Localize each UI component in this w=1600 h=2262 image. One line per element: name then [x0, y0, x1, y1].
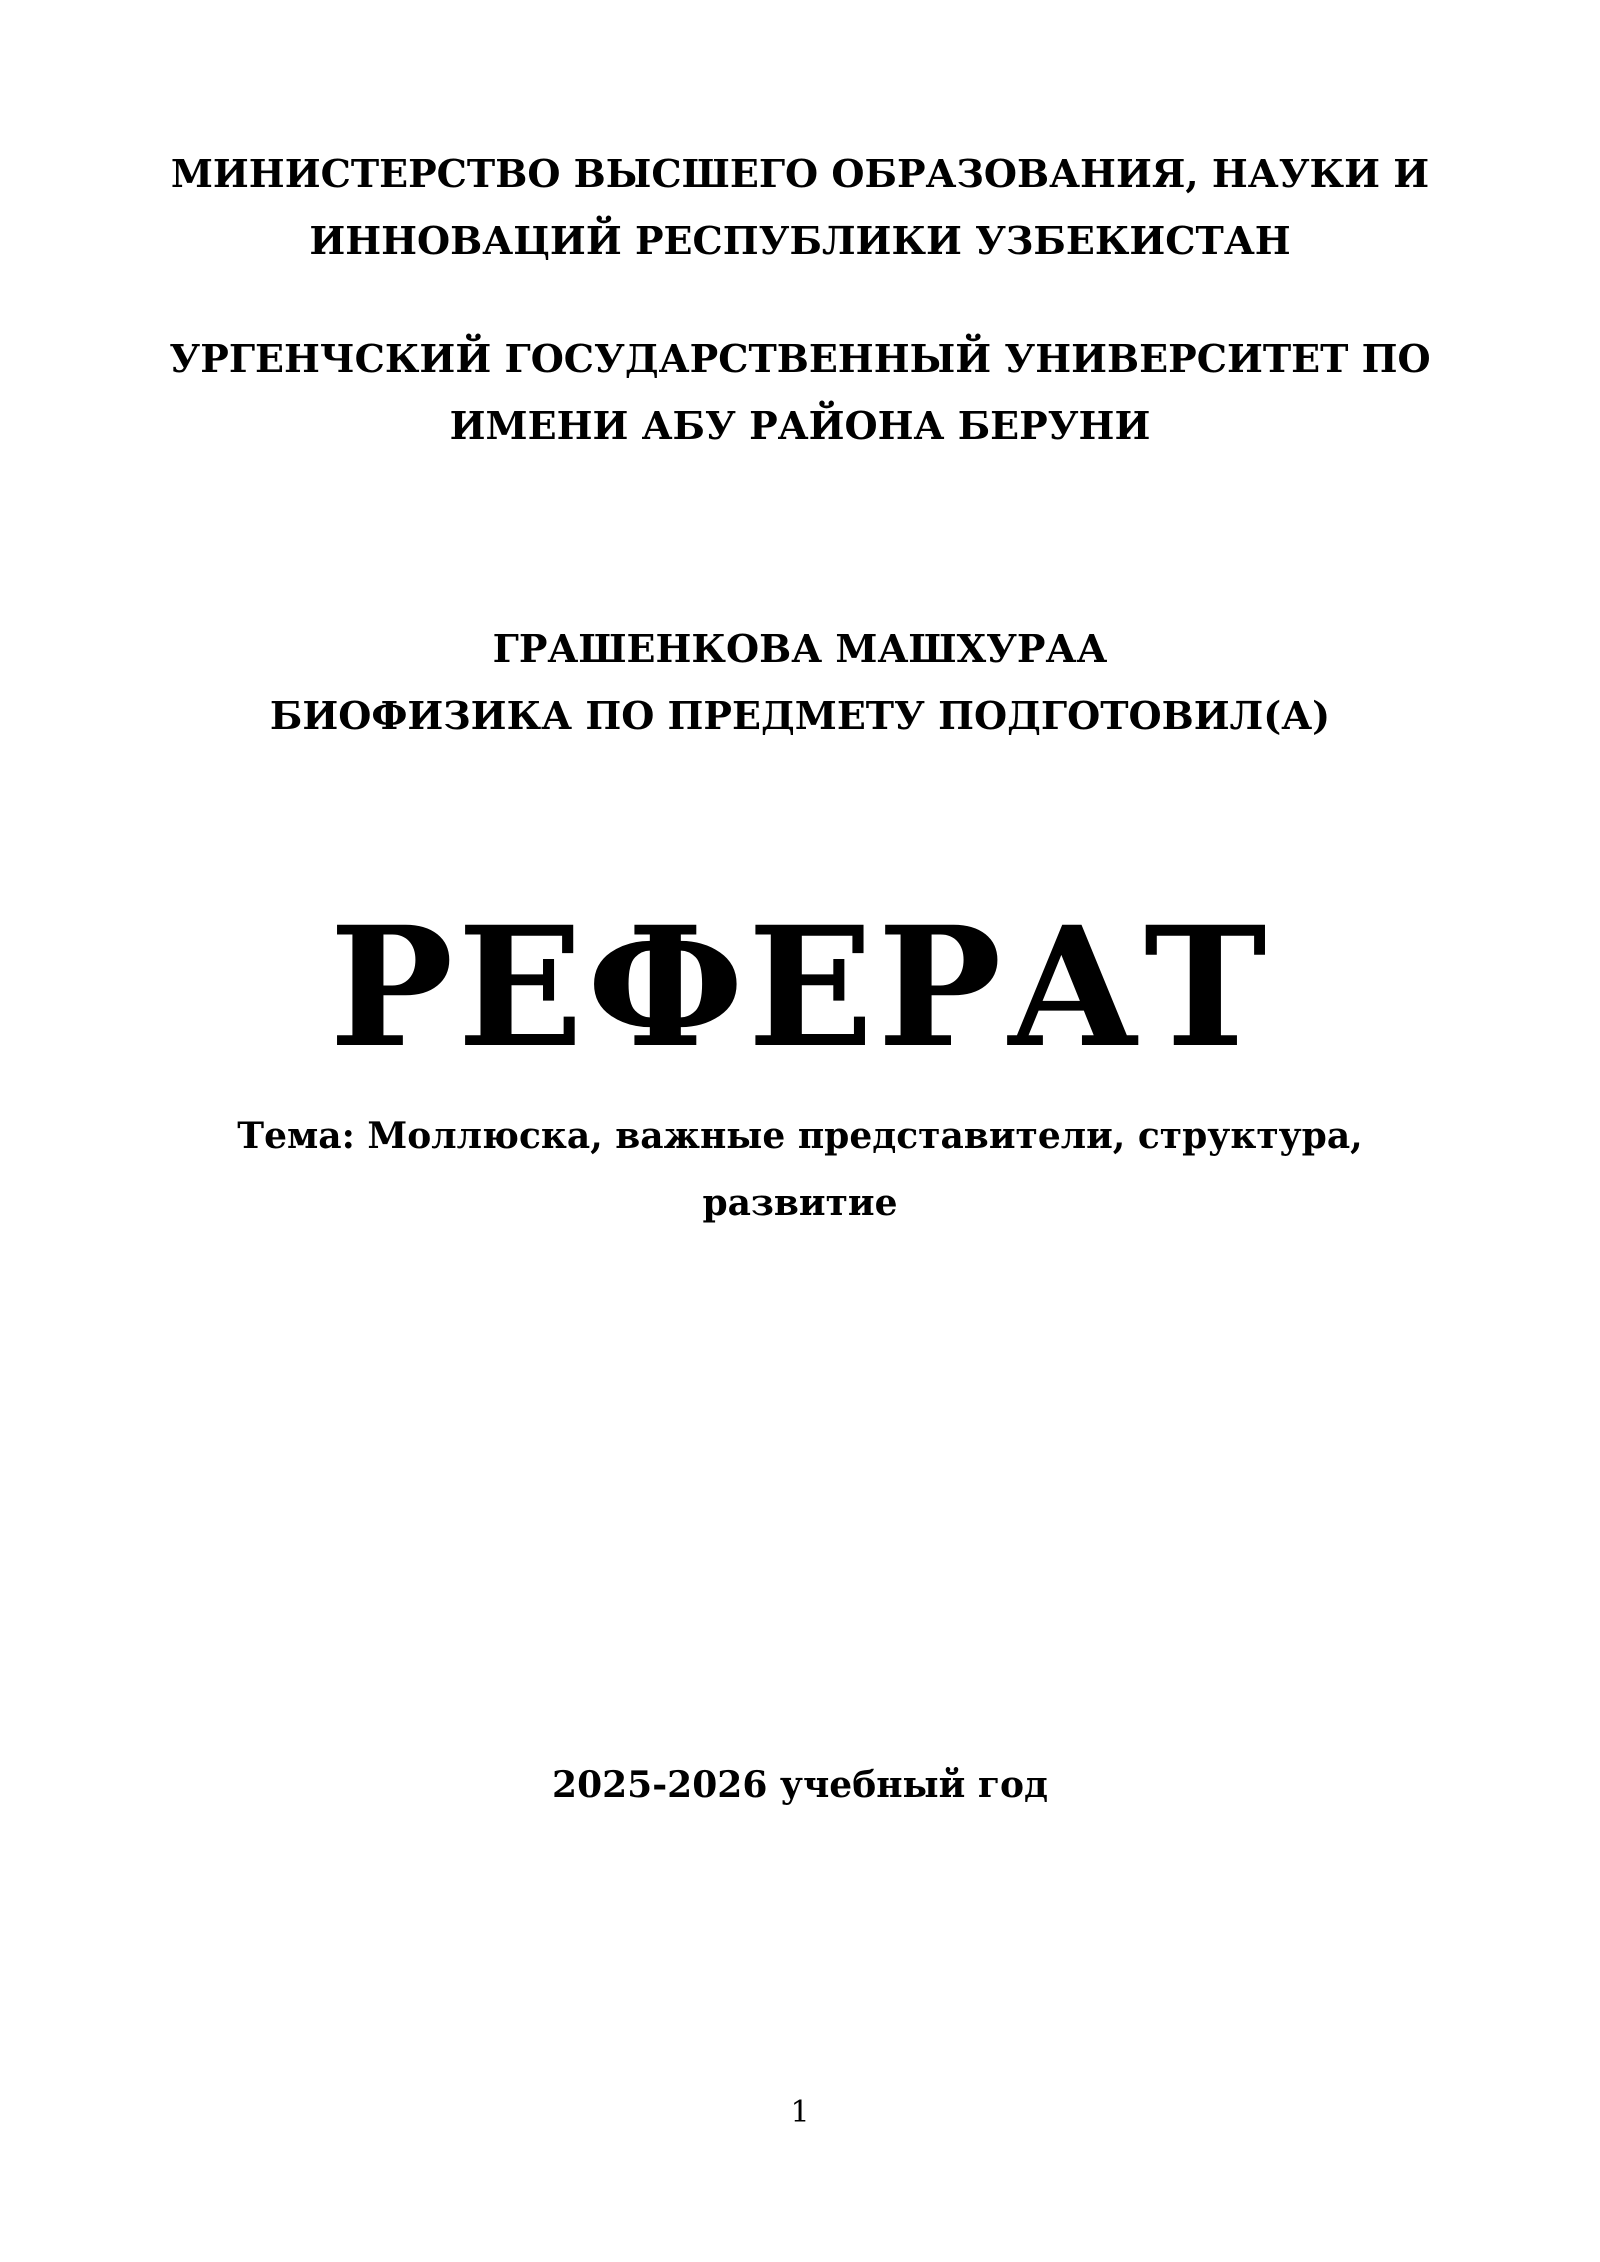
subject-line: БИОФИЗИКА ПО ПРЕДМЕТУ ПОДГОТОВИЛ(А) — [269, 693, 1331, 738]
document-type-title: РЕФЕРАТ — [329, 890, 1271, 1084]
ministry-line-1: МИНИСТЕРСТВО ВЫСШЕГО ОБРАЗОВАНИЯ, НАУКИ И — [170, 151, 1430, 196]
topic-line-1: Тема: Моллюска, важные представители, структура, — [237, 1115, 1363, 1157]
page-number: 1 — [790, 2095, 810, 2130]
ministry-line-2: ИННОВАЦИЙ РЕСПУБЛИКИ УЗБЕКИСТАН — [309, 218, 1291, 263]
author-name: ГРАШЕНКОВА МАШХУРАА — [492, 626, 1108, 671]
academic-year: 2025-2026 учебный год — [552, 1764, 1048, 1806]
university-line-2: ИМЕНИ АБУ РАЙОНА БЕРУНИ — [449, 403, 1151, 448]
topic-line-2: развитие — [702, 1182, 898, 1224]
university-line-1: УРГЕНЧСКИЙ ГОСУДАРСТВЕННЫЙ УНИВЕРСИТЕТ ПО — [169, 336, 1431, 381]
